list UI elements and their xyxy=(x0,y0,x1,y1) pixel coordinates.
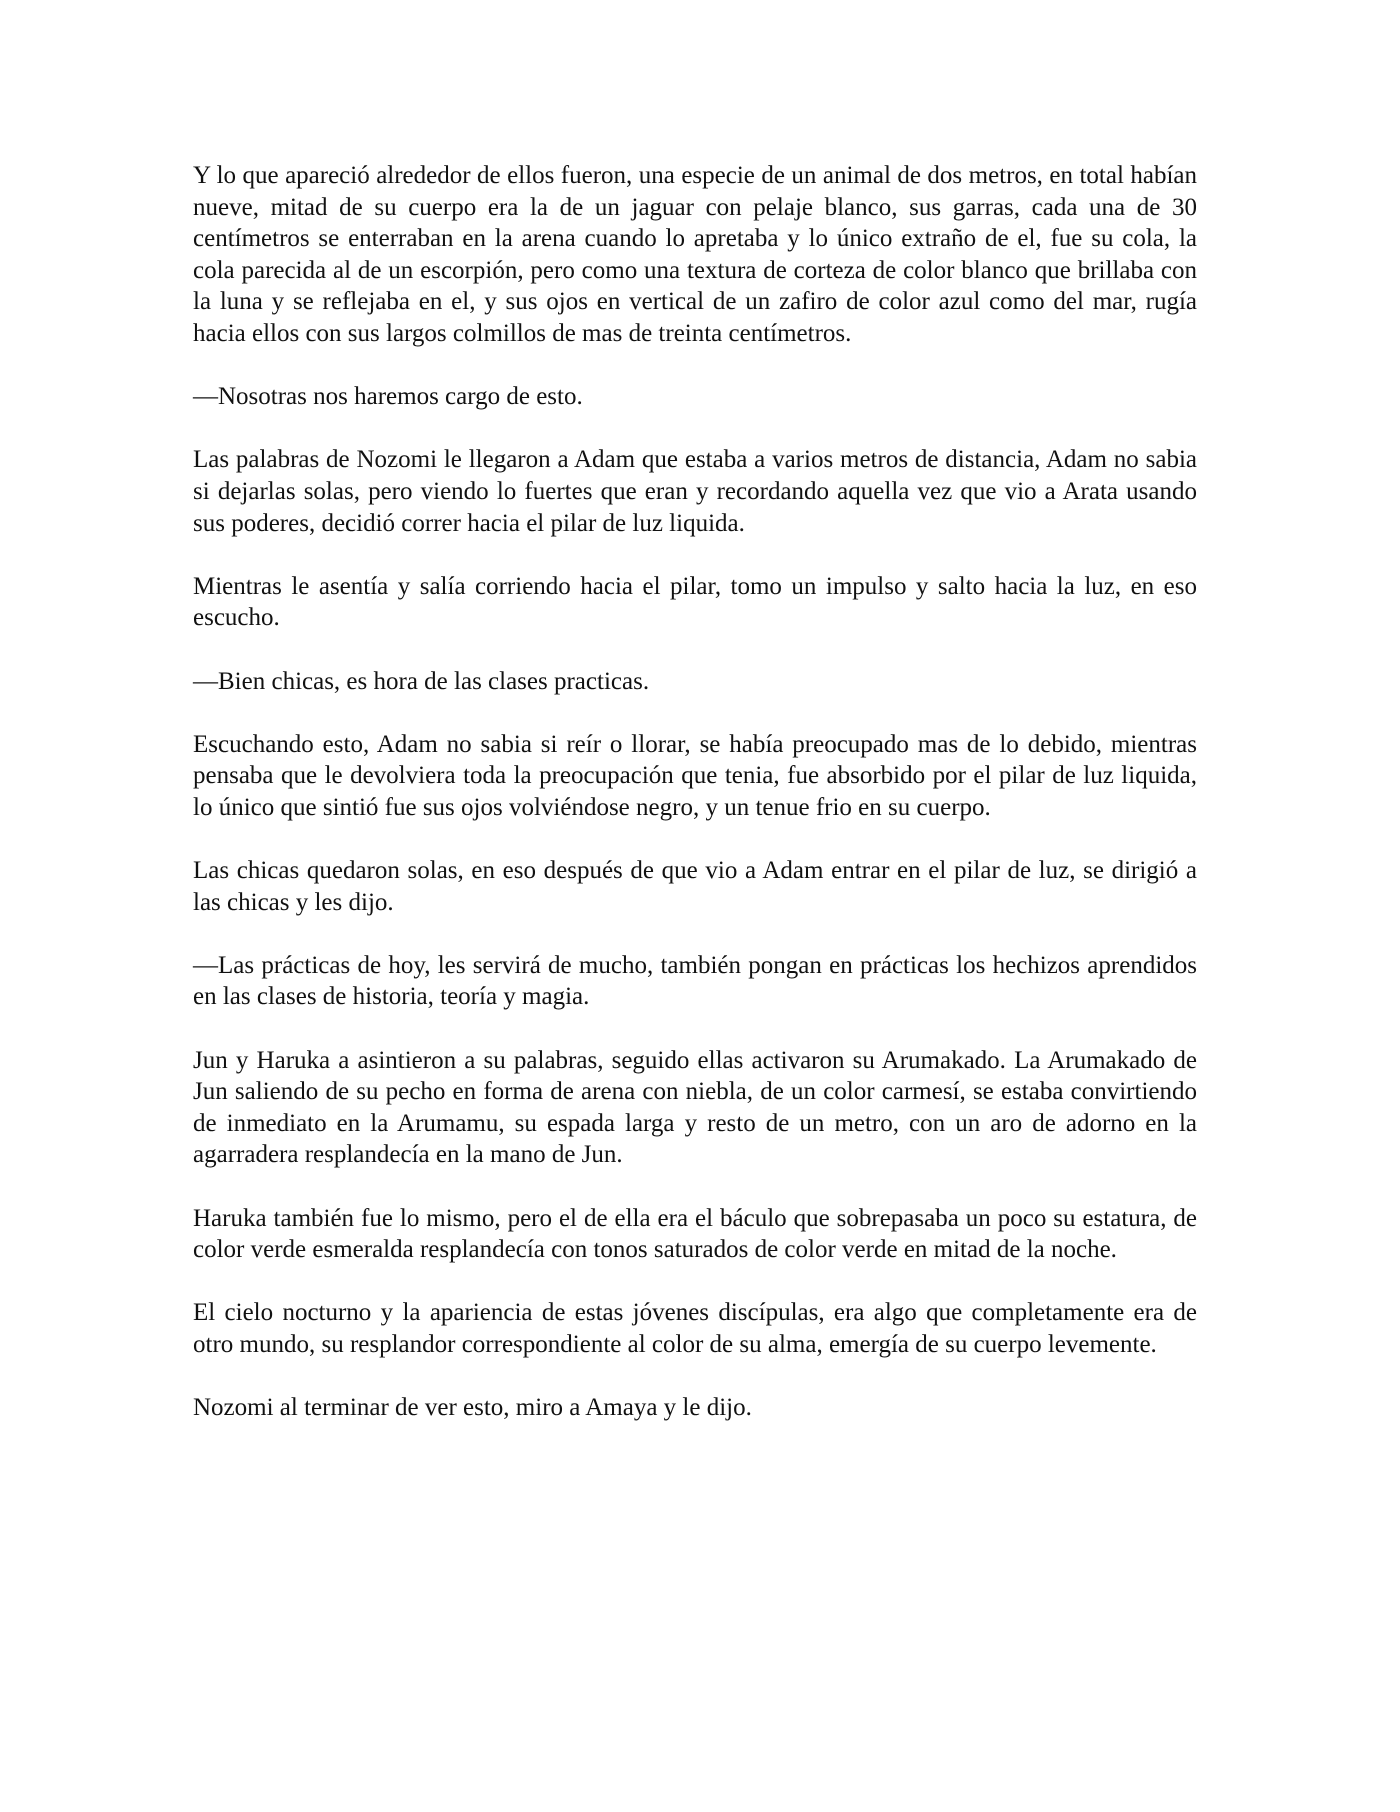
dialogue-line-2: —Bien chicas, es hora de las clases practicas. xyxy=(193,667,650,695)
paragraph-3: Mientras le asentía y salía corriendo hacia el pilar, tomo un impulso y salto hacia la luz, en eso escucho. xyxy=(193,572,1197,632)
paragraph-4: Escuchando esto, Adam no sabia si reír o llorar, se había preocupado mas de lo debido, mientras pensaba que le devolviera toda la preocupación que tenia, fue absorbido por el pilar de luz liquida, lo único que sintió fue sus ojos volviéndose negro, y un tenue frio en su cuerpo. xyxy=(193,730,1197,821)
paragraph-6: Jun y Haruka a asintieron a su palabras, seguido ellas activaron su Arumakado. La Arumakado de Jun saliendo de su pecho en forma de arena con niebla, de un color carmesí, se estaba convirtiendo de inmediato en la Arumamu, su espada larga y resto de un metro, con un aro de adorno en la agarradera resplandecía en la mano de Jun. xyxy=(193,1046,1197,1169)
paragraph-1: Y lo que apareció alrededor de ellos fueron, una especie de un animal de dos metros, en total habían nueve, mitad de su cuerpo era la de un jaguar con pelaje blanco, sus garras, cada una de 30 centímetros se enterraban en la arena cuando lo apretaba y lo único extraño de el, fue su cola, la cola parecida al de un escorpión, pero como una textura de corteza de color blanco que brillaba con la luna y se reflejaba en el, y sus ojos en vertical de un zafiro de color azul como del mar, rugía hacia ellos con sus largos colmillos de mas de treinta centímetros. xyxy=(193,162,1197,347)
paragraph-2: Las palabras de Nozomi le llegaron a Adam que estaba a varios metros de distancia, Adam no sabia si dejarlas solas, pero viendo lo fuertes que eran y recordando aquella vez que vio a Arata usando sus poderes, decidió correr hacia el pilar de luz liquida. xyxy=(193,446,1197,537)
dialogue-line-3: —Las prácticas de hoy, les servirá de mucho, también pongan en prácticas los hechizos aprendidos en las clases de historia, teoría y magia. xyxy=(193,951,1197,1011)
paragraph-5: Las chicas quedaron solas, en eso después de que vio a Adam entrar en el pilar de luz, se dirigió a las chicas y les dijo. xyxy=(193,857,1197,916)
paragraph-9: Nozomi al terminar de ver esto, miro a Amaya y le dijo. xyxy=(193,1394,752,1422)
document-page xyxy=(193,160,1197,1455)
paragraph-8: El cielo nocturno y la apariencia de estas jóvenes discípulas, era algo que completamente era de otro mundo, su resplandor correspondiente al color de su alma, emergía de su cuerpo levemente. xyxy=(193,1299,1197,1358)
paragraph-7: Haruka también fue lo mismo, pero el de ella era el báculo que sobrepasaba un poco su estatura, de color verde esmeralda resplandecía con tonos saturados de color verde en mitad de la noche. xyxy=(193,1204,1197,1264)
dialogue-line-1: —Nosotras nos haremos cargo de esto. xyxy=(193,383,583,411)
